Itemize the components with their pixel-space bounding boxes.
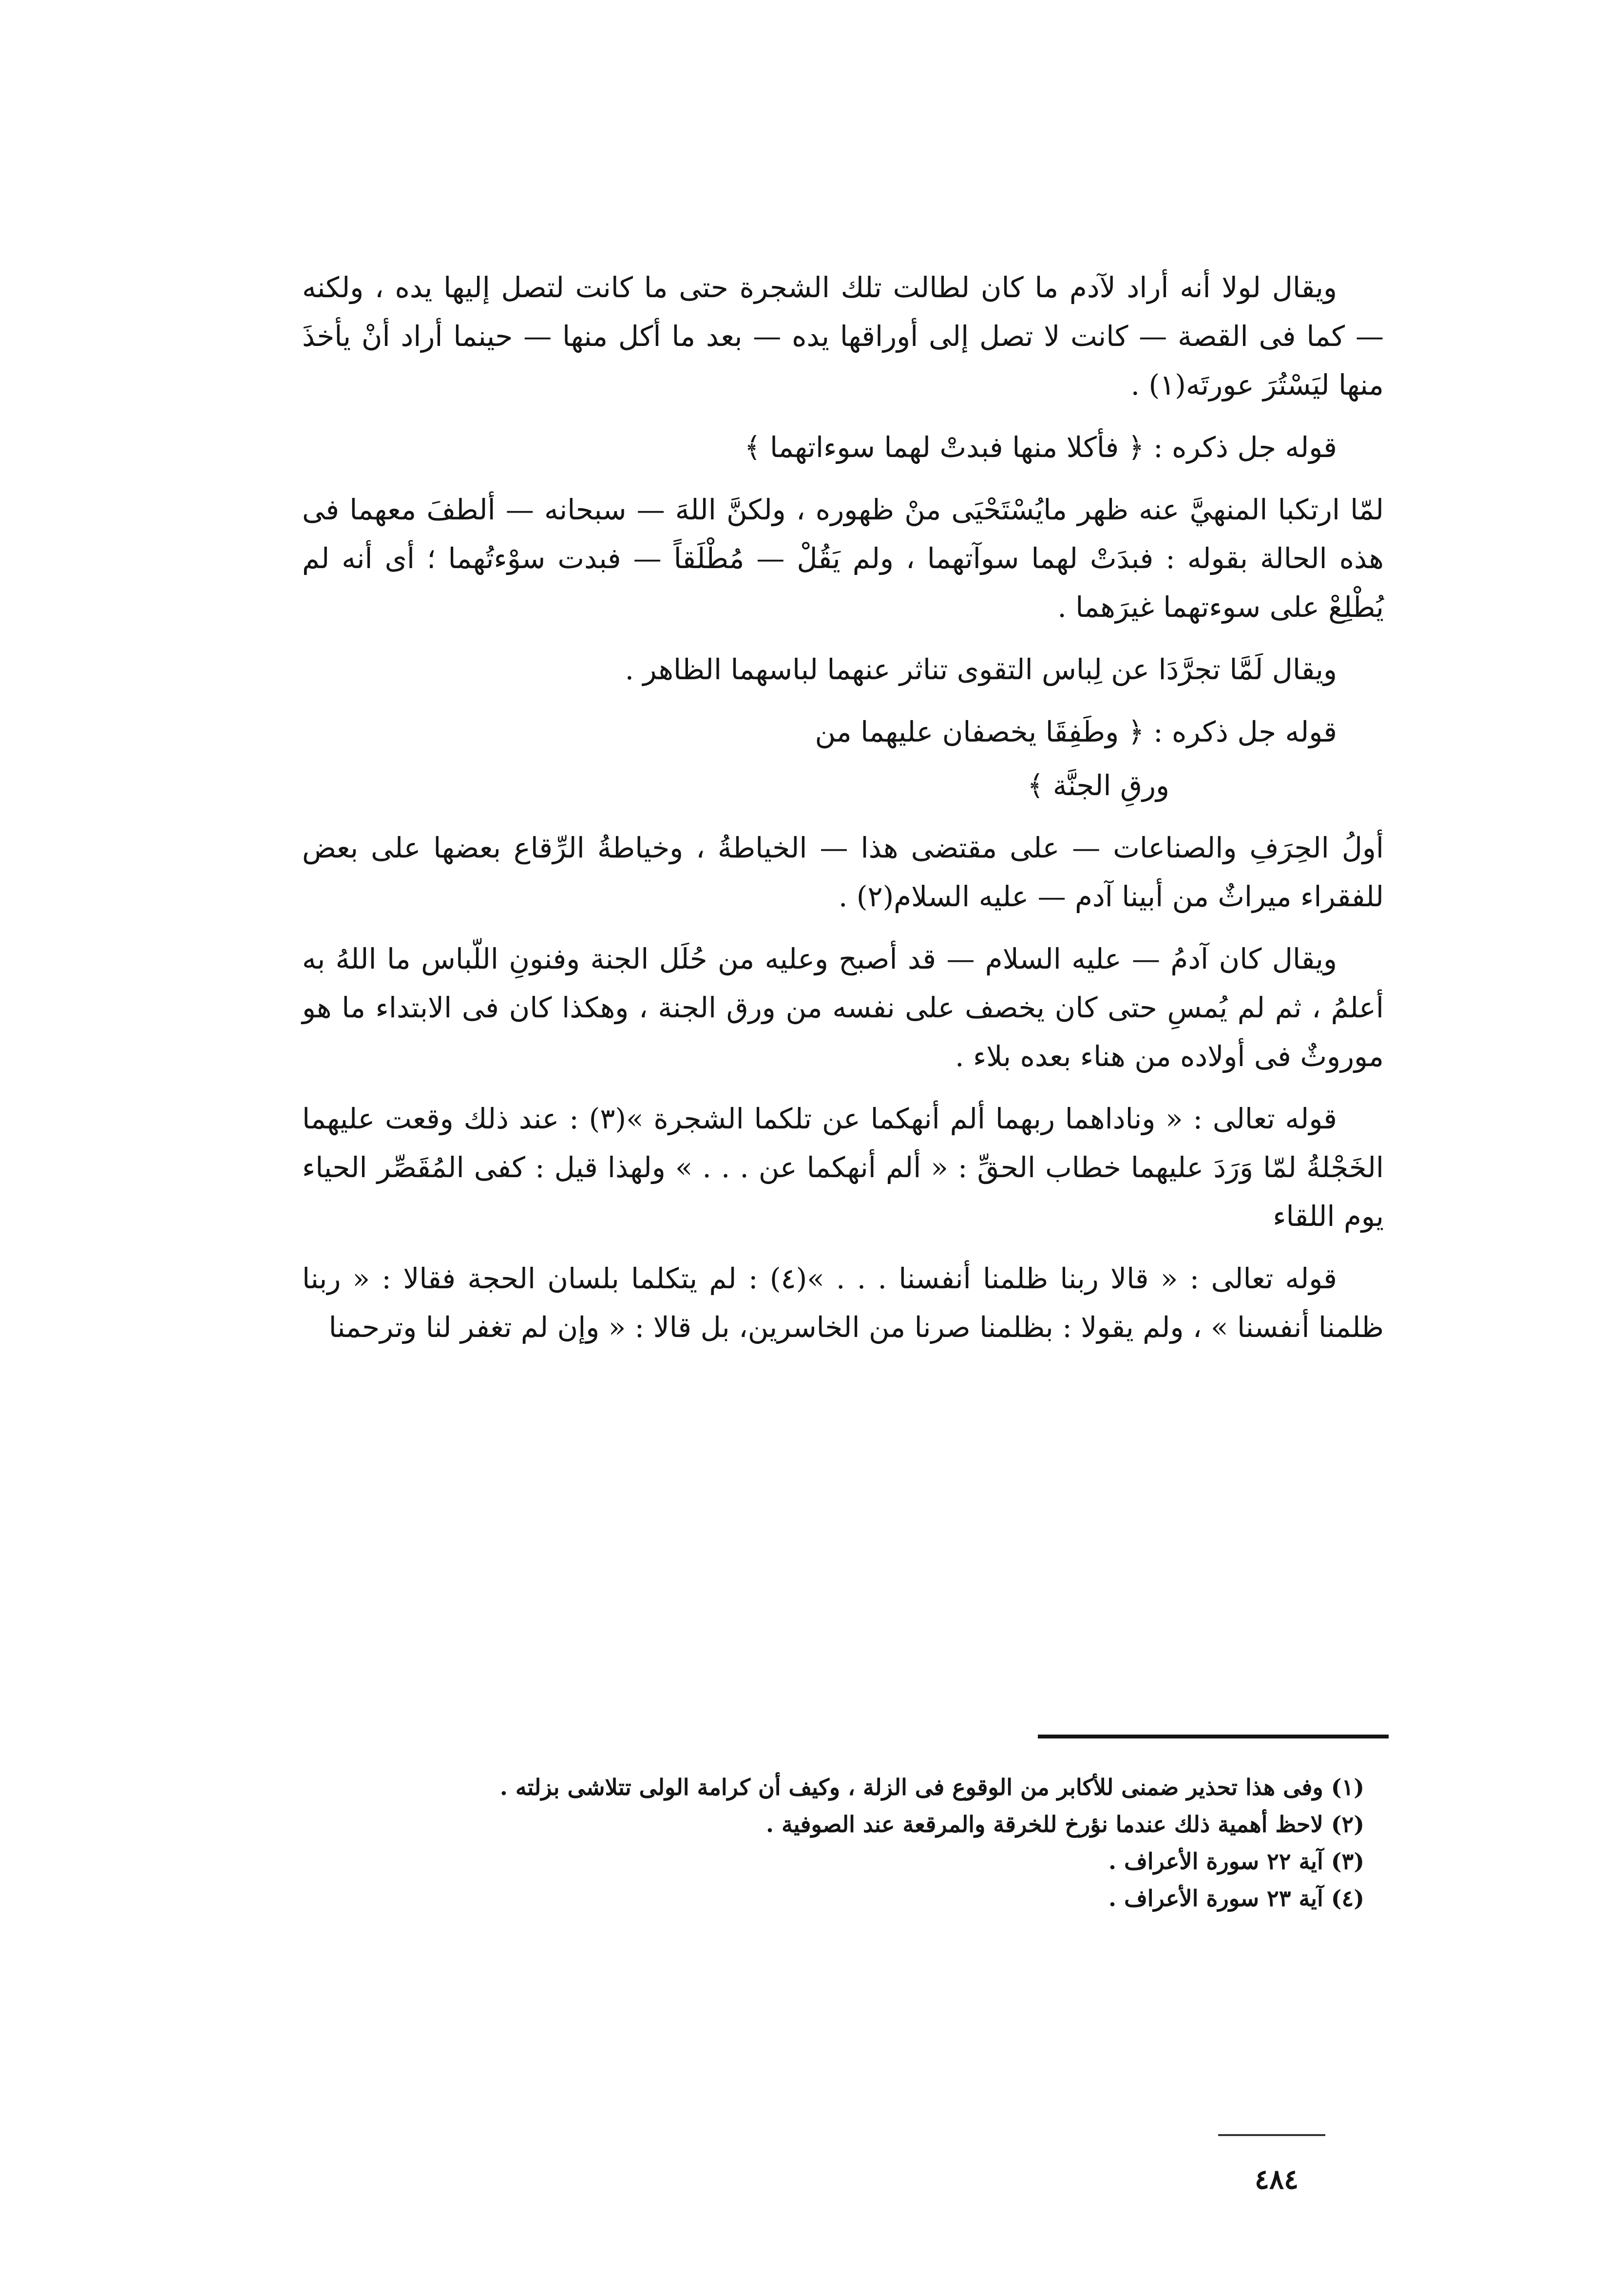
footnote: (٢) لاحظ أهمية ذلك عندما نؤرخ للخرقة والمرقعة عند الصوفية . bbox=[765, 1811, 1364, 1837]
paragraph: ويقال لَمَّا تجرَّدَا عن لِباس التقوى تناثر عنهما لباسهما الظاهر . bbox=[625, 653, 1337, 686]
verse-heading: قوله جل ذكره : ﴿ وطَفِقَا يخصفان عليهما من bbox=[815, 715, 1337, 748]
verse-heading-continuation: ورقِ الجنَّة ﴾ bbox=[1027, 769, 1169, 802]
footnote: (٤) آية ٢٣ سورة الأعراف . bbox=[1108, 1885, 1364, 1911]
footnote: (٣) آية ٢٢ سورة الأعراف . bbox=[1108, 1848, 1364, 1874]
footnote: (١) وفى هذا تحذير ضمنى للأكابر من الوقوع فى الزلة ، وكيف أن كرامة الولى تتلاشى بزلته . bbox=[499, 1774, 1364, 1800]
paragraph: ويقال لولا أنه أراد لآدم ما كان لطالت تلك الشجرة حتى ما كانت لتصل إليها يده ، ولكنه — كما فى القصة — كانت لا تصل إلى أوراقها يده — بعد ما أكل منها — حينما أراد أنْ يأخذَ منها ليَسْتُرَ عورتَه(١) . bbox=[302, 271, 1384, 401]
footnotes bbox=[370, 1769, 1364, 1917]
paragraph: لمّا ارتكبا المنهيَّ عنه ظهر مايُسْتَحْيَى منْ ظهوره ، ولكنَّ اللهَ — سبحانه — ألطفَ معهما فى هذه الحالة بقوله : فبدَتْ لهما سوآتهما ، ولم يَقُلْ — مُطْلَقاً — فبدت سوْءتُهما ؛ أى أنه لم يُطْلِعْ على سوءتهما غيرَهما . bbox=[302, 493, 1384, 624]
paragraph: قوله تعالى : « قالا ربنا ظلمنا أنفسنا . . . »(٤) : لم يتكلما بلسان الحجة فقالا : « ربنا ظلمنا أنفسنا » ، ولم يقولا : بظلمنا صرنا من الخاسرين، بل قالا : « وإن لم تغفر لنا وترحمنا bbox=[302, 1262, 1384, 1344]
paragraph: قوله تعالى : « وناداهما ربهما ألم أنهكما عن تلكما الشجرة »(٣) : عند ذلك وقعت عليهما الخَجْلةُ لمّا وَرَدَ عليهما خطاب الحقِّ : « ألم أنهكما عن . . . » ولهذا قيل : كفى المُقَصِّر الحياء يوم اللقاء bbox=[302, 1102, 1384, 1233]
paragraph: أولُ الحِرَفِ والصناعات — على مقتضى هذا — الخياطةُ ، وخياطةُ الرِّقاع بعضها على بعض للفقراء ميراثٌ من أبينا آدم — عليه السلام(٢) . bbox=[302, 831, 1384, 913]
verse-heading: قوله جل ذكره : ﴿ فأكلا منها فبدتْ لهما سوءاتهما ﴾ bbox=[744, 431, 1337, 464]
paragraph: ويقال كان آدمُ — عليه السلام — قد أصبح وعليه من حُلَل الجنة وفنونِ اللّباس ما اللهُ به أعلمُ ، ثم لم يُمسِ حتى كان يخصف على نفسه من ورق الجنة ، وهكذا كان فى الابتداء ما هو موروثٌ فى أولاده من هناء بعده بلاء . bbox=[302, 942, 1384, 1073]
scan-mark bbox=[1218, 2134, 1325, 2136]
main-text bbox=[302, 263, 1384, 1365]
footnote-separator bbox=[1038, 1735, 1389, 1738]
page-number: ٤٨٤ bbox=[1254, 2163, 1299, 2196]
